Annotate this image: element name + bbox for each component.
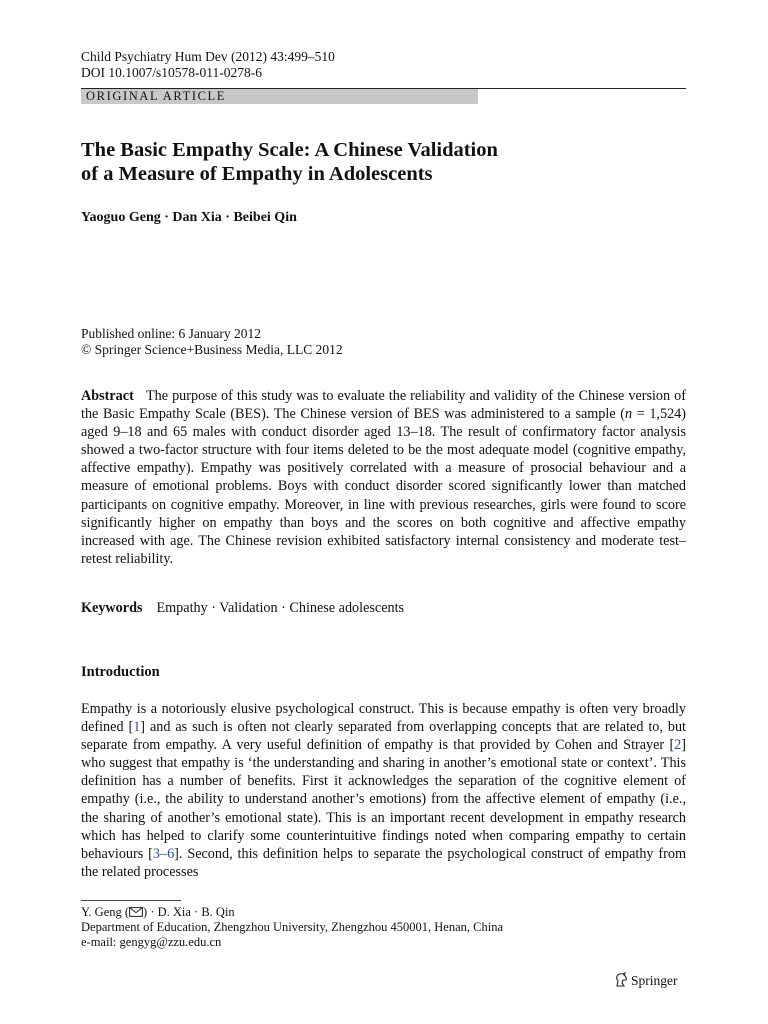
journal-doi[interactable]: DOI 10.1007/s10578-011-0278-6 <box>81 65 262 80</box>
footnote-authors <box>81 905 503 920</box>
keywords-text: Empathy · Validation · Chinese adolescents <box>156 600 405 616</box>
intro-text-1: Empathy is a notoriously elusive psychological construct. This is because empathy is often very broadly defined [ <box>81 701 686 736</box>
abstract-text-2: = 1,524) aged 9–18 and 65 males with conduct disorder aged 13–18. The result of confirmatory factor analysis showed a two-factor structure with four items deleted to be the most adequate model (cognitive empathy, affective empathy). Empathy was positively correlated with a measure of prosocial behaviour and a measure of emotional problems. Boys with conduct disorder scored significantly lower than matched participants on cognitive empathy. Moreover, in line with previous researches, girls were found to score significantly higher on empathy than boys and the scores on both cognitive and affective empathy increased with age. The Chinese revision exhibited satisfactory internal consistency and moderate test–retest reliability. <box>81 406 686 567</box>
citation-link-2[interactable]: 2 <box>674 737 682 754</box>
title-line-1: The Basic Empathy Scale: A Chinese Validation <box>81 139 498 161</box>
publisher-name: Springer <box>631 973 678 988</box>
footnote-email[interactable]: e-mail: gengyg@zzu.edu.cn <box>81 935 222 949</box>
footnote-affiliation: Department of Education, Zhengzhou University, Zhengzhou 450001, Henan, China <box>81 920 503 934</box>
journal-header <box>81 49 335 81</box>
envelope-icon[interactable] <box>129 907 143 917</box>
abstract-n-variable: n <box>624 406 633 423</box>
springer-horse-icon <box>614 972 628 988</box>
author-list: Yaoguo Geng · Dan Xia · Beibei Qin <box>81 210 297 225</box>
introduction-paragraph <box>81 700 686 881</box>
abstract-text-1: The purpose of this study was to evaluate the reliability and validity of the Chinese version of the Basic Empathy Scale (BES). The Chinese version of BES was administered to a sample ( <box>81 388 686 423</box>
publication-info <box>81 326 343 358</box>
intro-text-4: ]. Second, this definition helps to separate the psychological construct of empathy from the related processes <box>81 845 686 880</box>
title-line-2: of a Measure of Empathy in Adolescents <box>81 163 433 185</box>
intro-text-2: ] and as such is often not clearly separated from overlapping concepts that are related to, but separate from empathy. A very useful definition of empathy is that provided by Cohen and Strayer [ <box>81 719 686 754</box>
intro-text-3: ] who suggest that empathy is ‘the understanding and sharing in another’s emotional state or context’. This definition has a number of benefits. First it acknowledges the separation of the cognitive element of empathy (i.e., the ability to understand another’s emotions) from the affective element of empathy (i.e., the sharing of another’s emotional state). This is an important recent development in empathy research which has helped to clarify some counterintuitive findings noted when comparing empathy to certain behaviours [ <box>81 737 686 862</box>
footnote-rule <box>81 900 181 901</box>
published-date: Published online: 6 January 2012 <box>81 326 261 341</box>
journal-citation: Child Psychiatry Hum Dev (2012) 43:499–510 <box>81 49 335 64</box>
keywords <box>81 600 404 617</box>
citation-link-3-6[interactable]: 3–6 <box>152 845 175 862</box>
citation-link-1[interactable]: 1 <box>133 719 141 736</box>
footnote-author-suffix: ) · D. Xia · B. Qin <box>143 905 235 919</box>
publisher-logo <box>614 972 678 989</box>
article-title <box>81 138 641 186</box>
abstract-label: Abstract <box>81 388 134 404</box>
introduction-heading: Introduction <box>81 664 160 680</box>
article-type-label: ORIGINAL ARTICLE <box>86 89 226 103</box>
footnote-author-prefix: Y. Geng ( <box>81 905 130 919</box>
keywords-label: Keywords <box>81 600 143 616</box>
copyright-line: © Springer Science+Business Media, LLC 2012 <box>81 342 343 357</box>
abstract <box>81 387 686 568</box>
author-footnote <box>81 905 503 950</box>
